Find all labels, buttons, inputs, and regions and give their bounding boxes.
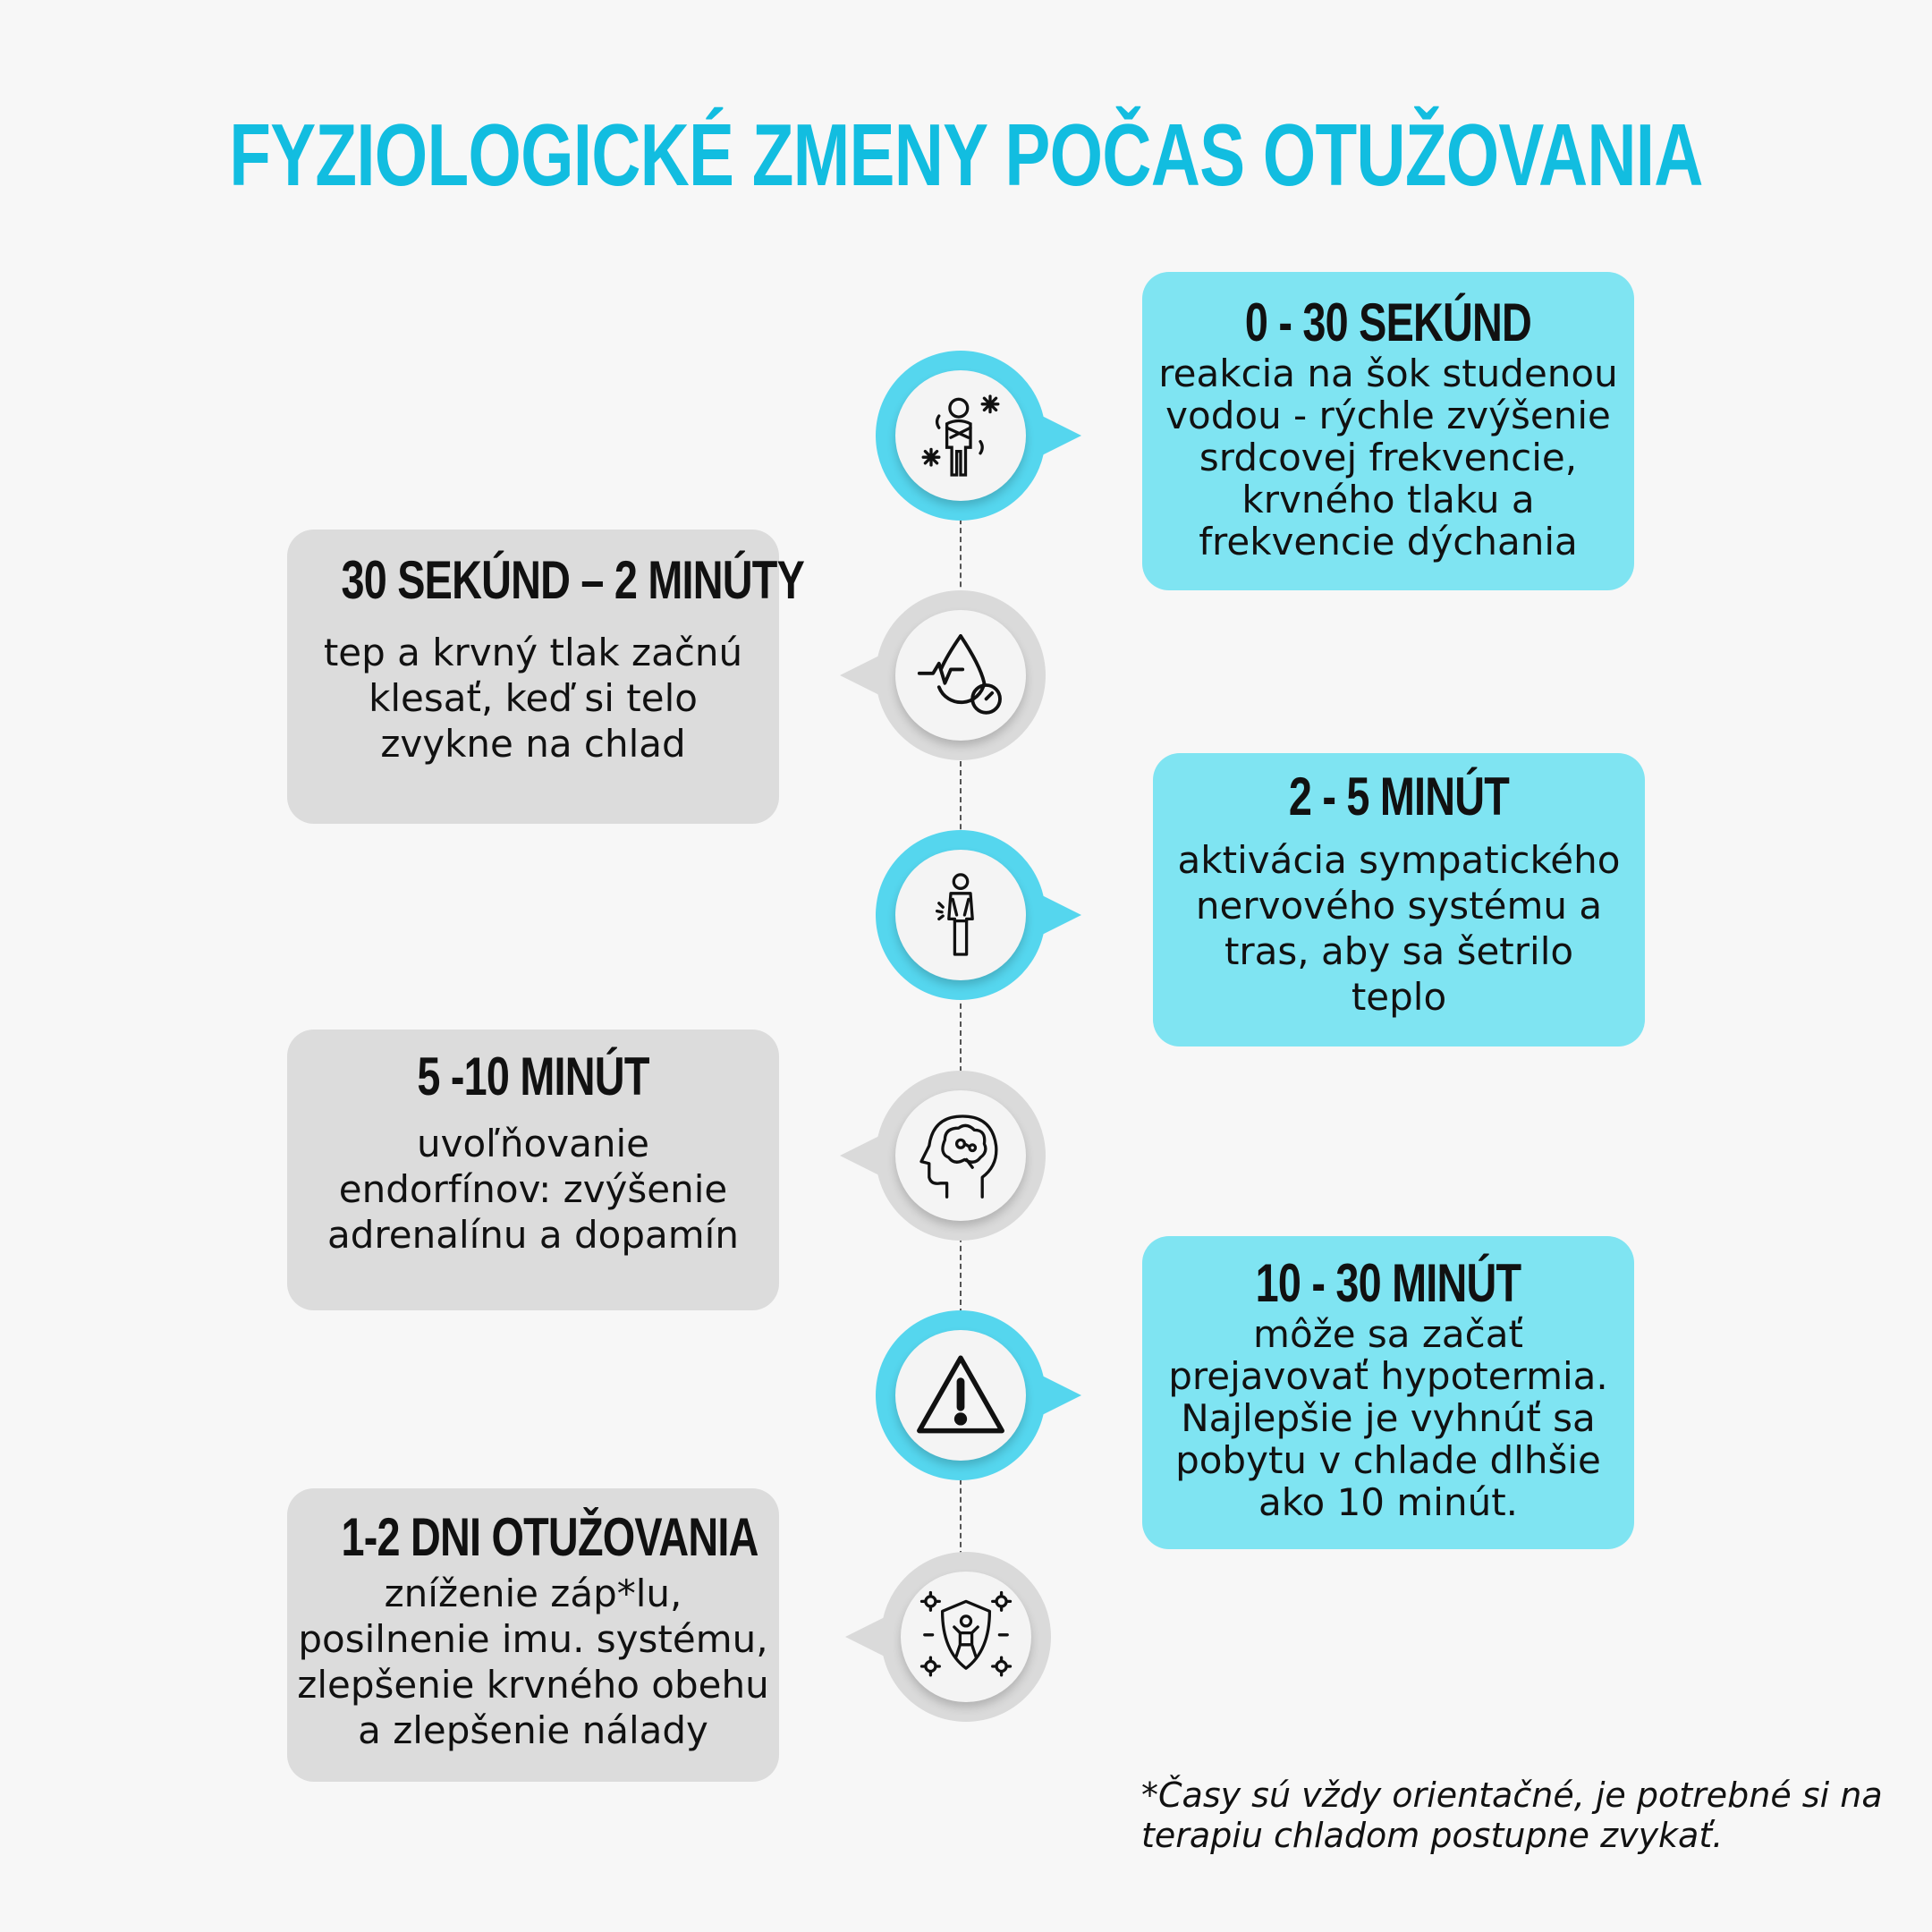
step-text-line: uvoľňovanie — [417, 1122, 649, 1165]
blood-pressure-icon — [911, 626, 1010, 724]
timeline-node-6 — [881, 1552, 1051, 1722]
step-box-5-10-minut — [287, 1030, 779, 1310]
step-text-line: zlepšenie krvného obehu — [297, 1663, 769, 1707]
step-text-line: tep a krvný tlak začnú — [323, 631, 743, 674]
step-text-line: endorfínov: zvýšenie — [338, 1167, 728, 1211]
step-text-line: krvného tlaku a — [1241, 478, 1535, 521]
step-time: 1-2 DNI OTUŽOVANIA — [341, 1507, 758, 1567]
step-time: 30 SEKÚND – 2 MINÚTY — [341, 550, 805, 610]
step-time: 10 - 30 MINÚT — [1255, 1253, 1521, 1313]
step-text-line: zníženie záp*lu, — [384, 1572, 682, 1615]
step-box-10-30-minut — [1142, 1236, 1634, 1549]
step-text-line: reakcia na šok studenou — [1158, 352, 1618, 395]
step-box-2-5-minut — [1153, 753, 1645, 1046]
timeline-node-3 — [876, 830, 1046, 1000]
step-text-line: adrenalínu a dopamín — [327, 1213, 739, 1257]
trembling-person-icon — [911, 866, 1010, 964]
warning-icon — [911, 1346, 1010, 1445]
shivering-person-icon — [911, 386, 1010, 485]
step-text-line: frekvencie dýchania — [1199, 520, 1578, 564]
footnote: *Časy sú vždy orientačné, je potrebné si na terapiu chladom postupne zvykať. — [1141, 1775, 1883, 1855]
page-title: FYZIOLOGICKÉ ZMENY POČAS OTUŽOVANIA — [229, 106, 1703, 204]
step-text-line: srdcovej frekvencie, — [1199, 436, 1578, 479]
immune-shield-icon — [917, 1588, 1015, 1686]
timeline-node-5 — [876, 1310, 1046, 1480]
step-box-0-30-sekund — [1142, 272, 1634, 590]
step-text-line: vodou - rýchle zvýšenie — [1165, 394, 1611, 437]
step-text-line: ako 10 minút. — [1258, 1480, 1519, 1524]
timeline-node-1 — [876, 351, 1046, 521]
step-text-line: prejavovať hypotermia. — [1168, 1354, 1608, 1398]
step-text-line: zvykne na chlad — [380, 722, 686, 766]
timeline-node-4 — [876, 1071, 1046, 1241]
step-time: 5 -10 MINÚT — [417, 1046, 649, 1106]
step-text-line: Najlepšie je vyhnúť sa — [1181, 1396, 1596, 1440]
step-box-30-sekund-2-minuty — [287, 530, 805, 824]
step-text-line: posilnenie imu. systému, — [298, 1617, 768, 1661]
step-text-line: pobytu v chlade dlhšie — [1175, 1438, 1601, 1482]
step-text-line: klesať, keď si telo — [369, 676, 698, 720]
step-time: 0 - 30 SEKÚND — [1244, 292, 1532, 352]
brain-head-icon — [911, 1106, 1010, 1205]
step-text-line: teplo — [1351, 975, 1447, 1019]
step-text-line: aktivácia sympatického — [1177, 838, 1621, 882]
step-text-line: nervového systému a — [1195, 884, 1603, 928]
step-time: 2 - 5 MINÚT — [1288, 767, 1510, 826]
timeline-node-2 — [876, 590, 1046, 760]
step-text-line: tras, aby sa šetrilo — [1224, 929, 1574, 973]
step-text-line: a zlepšenie nálady — [358, 1708, 708, 1752]
step-text-line: môže sa začať — [1253, 1312, 1523, 1356]
step-box-1-2-dni — [287, 1488, 779, 1782]
